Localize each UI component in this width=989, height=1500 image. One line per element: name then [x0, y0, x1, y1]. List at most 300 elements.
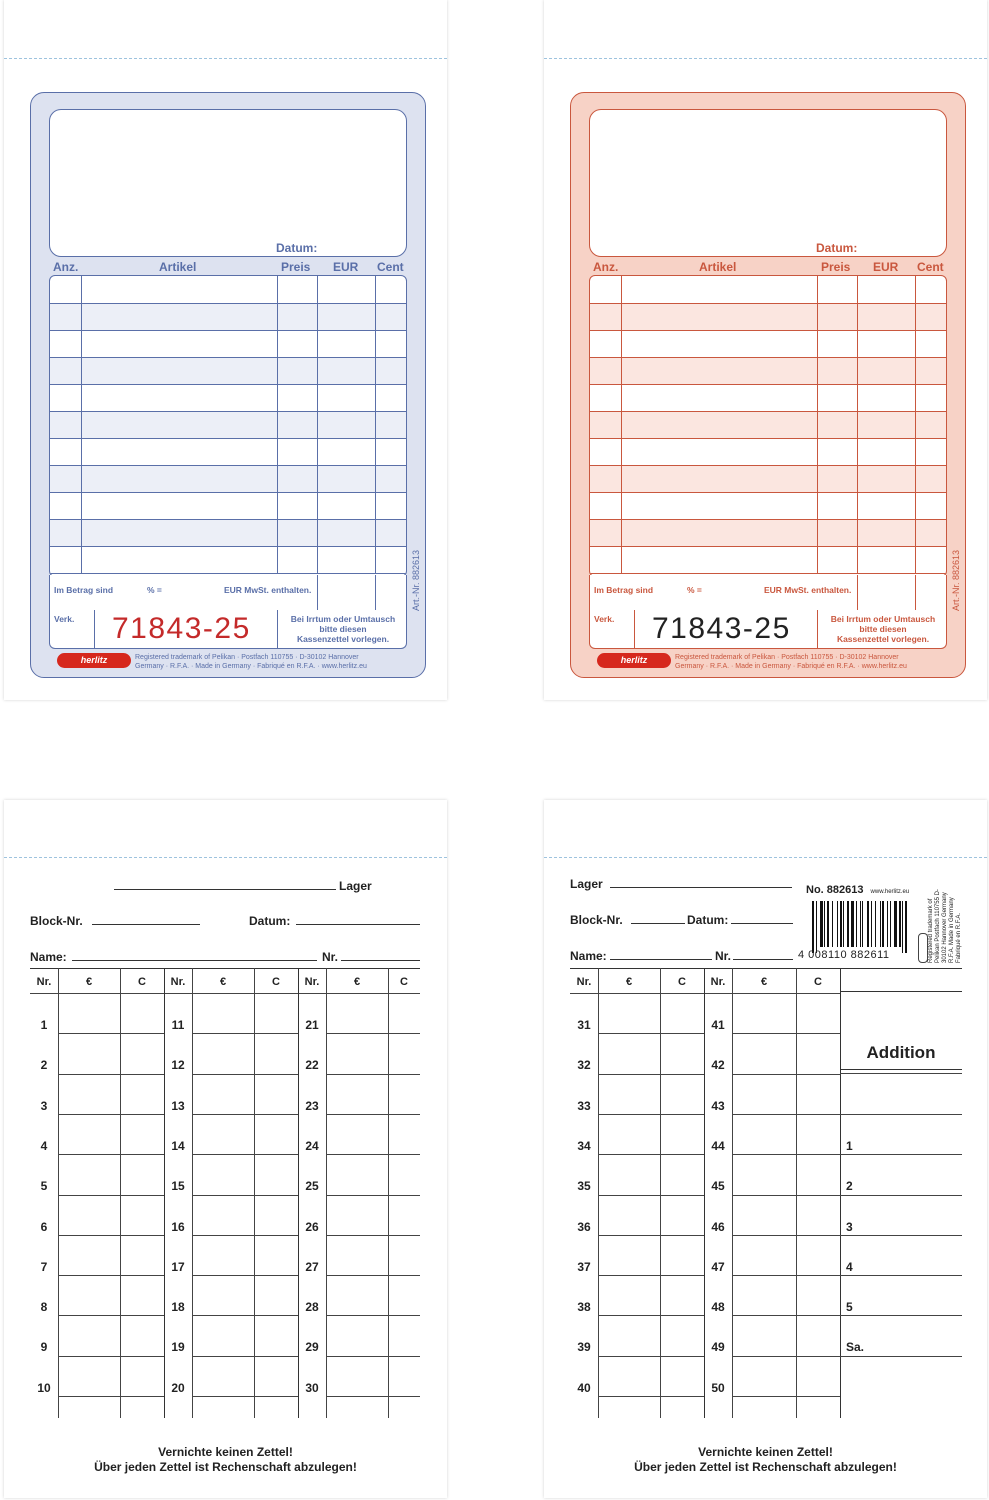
row-line	[58, 1275, 164, 1276]
column-line	[326, 968, 327, 1418]
row-number: 50	[711, 1380, 725, 1395]
receipt-card-orange	[570, 92, 966, 678]
column-header: Artikel	[159, 260, 197, 274]
footer-line-2: Über jeden Zettel ist Rechenschaft abzulegen!	[634, 1460, 897, 1474]
column-line	[192, 968, 193, 1418]
addition-row-label: 3	[846, 1219, 853, 1234]
nr-label: Nr.	[322, 950, 339, 964]
row-line	[58, 1154, 164, 1155]
row-line	[58, 1356, 164, 1357]
column-header: EUR	[873, 260, 899, 274]
name-label: Name:	[30, 950, 67, 964]
column-line	[598, 968, 599, 1418]
row-number: 43	[711, 1098, 725, 1113]
col-header-nr: Nr.	[170, 976, 186, 988]
barcode-bar	[843, 901, 844, 947]
column-line	[915, 276, 916, 573]
footer-line-1: Vernichte keinen Zettel!	[158, 1445, 293, 1459]
row-number: 11	[171, 1018, 185, 1032]
row-number: 36	[577, 1219, 591, 1234]
block-nr-line	[631, 923, 685, 924]
grid-top-line	[570, 968, 962, 969]
barcode-bar	[867, 901, 869, 947]
tally-grid-addition	[570, 968, 962, 1430]
column-line	[817, 276, 818, 573]
row-number: 24	[305, 1138, 319, 1153]
datum-label: Datum:	[249, 914, 291, 928]
barcode-bar	[862, 901, 863, 947]
datum-label: Datum:	[687, 913, 729, 927]
row-line	[732, 1154, 840, 1155]
date-label: Datum:	[816, 241, 858, 255]
row-number: 32	[577, 1058, 591, 1073]
row-tint	[50, 520, 406, 547]
row-tint	[590, 358, 946, 385]
row-number: 34	[577, 1138, 591, 1153]
row-tint	[50, 304, 406, 331]
footer-line-2: Über jeden Zettel ist Rechenschaft abzulegen!	[94, 1460, 357, 1474]
row-number: 21	[305, 1018, 319, 1032]
seller-label: Verk.	[54, 614, 75, 624]
row-number: 9	[40, 1340, 48, 1355]
addition-row-label: 1	[846, 1138, 853, 1153]
barcode	[798, 899, 910, 963]
column-header: Preis	[281, 260, 311, 274]
column-line	[81, 276, 82, 573]
grid-header-line	[30, 993, 420, 994]
barcode-bar	[871, 901, 872, 947]
column-line	[732, 968, 733, 1418]
barcode-bar	[840, 901, 842, 947]
column-line	[120, 968, 121, 1418]
row-line	[590, 357, 946, 358]
row-line	[590, 411, 946, 412]
row-line	[326, 1396, 420, 1397]
row-number: 47	[711, 1259, 725, 1274]
column-line	[796, 968, 797, 1418]
notice-line: bitte diesen	[859, 624, 907, 634]
row-number: 29	[305, 1340, 319, 1355]
row-number: 48	[711, 1300, 725, 1315]
barcode-bar	[827, 901, 829, 947]
addition-title-line	[840, 1073, 962, 1074]
tally-grid	[30, 968, 420, 1430]
side-legal-text: Registered trademark of Pelikan Postfach 110755 D-30102 Hannover Germany R.F.A. Made in Germany Fabriqué en R.F.A.	[928, 889, 962, 963]
barcode-bar	[880, 901, 881, 947]
row-tint	[590, 466, 946, 493]
row-number: 3	[40, 1098, 48, 1113]
col-header-cent: C	[814, 976, 822, 988]
lager-label: Lager	[570, 877, 603, 891]
col-header-nr: Nr.	[36, 976, 52, 988]
row-line	[590, 492, 946, 493]
row-line	[732, 1114, 840, 1115]
row-line	[50, 573, 406, 574]
column-header: Anz.	[593, 260, 619, 274]
row-line	[192, 1315, 298, 1316]
addition-row-line	[840, 1114, 962, 1115]
tax-text-2: % =	[147, 585, 162, 595]
row-line	[58, 1114, 164, 1115]
col-header-euro: €	[760, 976, 768, 988]
addition-title-line	[840, 1069, 962, 1070]
row-tint	[590, 412, 946, 439]
row-line	[192, 1396, 298, 1397]
row-line	[326, 1154, 420, 1155]
barcode-bar	[882, 901, 884, 947]
column-header: Artikel	[699, 260, 737, 274]
row-line	[50, 465, 406, 466]
row-line	[326, 1033, 420, 1034]
row-line	[50, 546, 406, 547]
column-line	[388, 968, 389, 1418]
row-number: 1	[40, 1018, 48, 1032]
article-number-text: No. 882613	[806, 884, 864, 896]
row-line	[192, 1235, 298, 1236]
col-header-cent: C	[272, 976, 280, 988]
row-line	[50, 438, 406, 439]
row-line	[58, 1235, 164, 1236]
col-header-euro: €	[219, 976, 227, 988]
row-number: 28	[305, 1300, 319, 1315]
column-line	[375, 276, 376, 573]
herlitz-logo: herlitz	[57, 653, 131, 668]
column-header: Cent	[917, 260, 944, 274]
addition-row-line	[840, 1315, 962, 1316]
row-line	[732, 1275, 840, 1276]
row-line	[326, 1074, 420, 1075]
grid-header-line	[570, 993, 840, 994]
row-number: 33	[577, 1098, 591, 1113]
legal-line: Registered trademark of Pelikan · Postfach 110755 · D-30102 Hannover	[675, 654, 899, 661]
web-text: www.herlitz.eu	[870, 889, 910, 895]
legal-line: Registered trademark of Pelikan · Postfach 110755 · D-30102 Hannover	[135, 654, 359, 661]
row-line	[50, 411, 406, 412]
addition-row-label: 2	[846, 1179, 853, 1194]
row-line	[590, 546, 946, 547]
exchange-notice	[279, 614, 407, 644]
column-line	[94, 610, 95, 648]
footer-note	[544, 1445, 987, 1475]
nr-line	[341, 960, 420, 961]
column-header: EUR	[333, 260, 359, 274]
row-line	[192, 1195, 298, 1196]
row-line	[58, 1315, 164, 1316]
barcode-bar	[837, 901, 838, 947]
row-number: 46	[711, 1219, 725, 1234]
addition-row-line	[840, 1195, 962, 1196]
col-header-nr: Nr.	[304, 976, 320, 988]
receipt-number: 71843-25	[652, 612, 791, 645]
column-line	[857, 575, 858, 610]
addition-top-line	[840, 991, 962, 992]
row-tint	[590, 304, 946, 331]
barcode-bar	[890, 901, 891, 947]
block-nr-label: Block-Nr.	[570, 913, 623, 927]
row-number: 45	[711, 1179, 725, 1194]
col-header-euro: €	[625, 976, 633, 988]
column-line	[915, 575, 916, 610]
herlitz-logo: herlitz	[597, 653, 671, 668]
row-number: 19	[171, 1340, 185, 1355]
article-number	[806, 884, 909, 896]
row-line	[326, 1356, 420, 1357]
row-line	[598, 1195, 704, 1196]
row-line	[590, 519, 946, 520]
row-number: 20	[171, 1380, 185, 1395]
name-line	[72, 960, 317, 961]
row-line	[598, 1275, 704, 1276]
row-line	[50, 357, 406, 358]
column-line	[857, 276, 858, 573]
addition-row-line	[840, 1235, 962, 1236]
items-table	[49, 275, 407, 577]
row-line	[732, 1356, 840, 1357]
grid-top-line	[30, 968, 420, 969]
lager-label: Lager	[339, 879, 372, 893]
tax-text-2: % =	[687, 585, 702, 595]
tax-text-1: Im Betrag sind	[54, 585, 114, 595]
row-line	[58, 1033, 164, 1034]
column-line	[277, 610, 278, 648]
seller-label: Verk.	[594, 614, 615, 624]
row-number: 13	[171, 1098, 185, 1113]
article-number-vertical: Art.-Nr. 882613	[411, 549, 421, 611]
row-line	[598, 1315, 704, 1316]
barcode-bar	[812, 901, 814, 953]
column-line	[660, 968, 661, 1418]
row-line	[598, 1396, 704, 1397]
barcode-bar	[902, 901, 903, 953]
row-number: 5	[40, 1179, 48, 1194]
row-number: 15	[171, 1179, 185, 1194]
tax-text-3: EUR MwSt. enthalten.	[224, 585, 312, 595]
row-number: 4	[40, 1138, 48, 1153]
row-number: 14	[171, 1138, 185, 1153]
receipt-sheet-blue	[4, 0, 447, 700]
row-tint	[50, 466, 406, 493]
row-line	[590, 438, 946, 439]
items-table	[589, 275, 947, 577]
row-line	[732, 1396, 840, 1397]
row-line	[326, 1235, 420, 1236]
col-header-cent: C	[678, 976, 686, 988]
receipt-sheet-orange	[544, 0, 987, 700]
addition-title: Addition	[866, 1043, 936, 1062]
tax-row	[589, 575, 947, 611]
row-number: 39	[577, 1340, 591, 1355]
row-number: 26	[305, 1219, 319, 1234]
header-box	[589, 109, 947, 257]
barcode-bar	[820, 901, 823, 947]
name-line	[610, 959, 712, 960]
notice-line: Kassenzettel vorlegen.	[836, 634, 930, 644]
row-tint	[50, 412, 406, 439]
row-line	[732, 1074, 840, 1075]
addition-divider	[840, 968, 841, 1418]
datum-line	[731, 923, 793, 924]
row-line	[732, 1235, 840, 1236]
barcode-bars	[812, 901, 908, 953]
herlitz-mini-logo	[918, 933, 928, 963]
row-line	[598, 1154, 704, 1155]
footer-line-1: Vernichte keinen Zettel!	[698, 1445, 833, 1459]
tax-text-3: EUR MwSt. enthalten.	[764, 585, 852, 595]
barcode-bar	[832, 901, 833, 947]
row-line	[50, 384, 406, 385]
row-line	[192, 1114, 298, 1115]
row-number: 44	[711, 1138, 725, 1153]
header-box	[49, 109, 407, 257]
column-header: Anz.	[53, 260, 79, 274]
notice-line: bitte diesen	[319, 624, 367, 634]
row-line	[590, 330, 946, 331]
addition-row-line	[840, 1275, 962, 1276]
col-header-euro: €	[85, 976, 93, 988]
row-number: 2	[40, 1058, 48, 1073]
row-number: 49	[711, 1340, 725, 1355]
row-number: 35	[577, 1179, 591, 1194]
row-number: 7	[40, 1259, 48, 1274]
row-number: 12	[171, 1058, 185, 1073]
receipt-card-blue	[30, 92, 426, 678]
row-number: 30	[305, 1380, 319, 1395]
row-line	[58, 1074, 164, 1075]
datum-line	[296, 924, 420, 925]
row-number: 17	[171, 1259, 185, 1274]
barcode-bar	[860, 901, 861, 947]
column-line	[317, 276, 318, 573]
column-line	[277, 276, 278, 573]
row-number: 23	[305, 1098, 319, 1113]
row-tint	[590, 520, 946, 547]
barcode-bar	[816, 901, 817, 953]
row-line	[732, 1315, 840, 1316]
column-line	[58, 968, 59, 1418]
addition-row-line	[840, 1356, 962, 1357]
column-header: Preis	[821, 260, 851, 274]
addition-row-line	[840, 1154, 962, 1155]
row-line	[192, 1154, 298, 1155]
row-number: 8	[40, 1300, 48, 1315]
row-line	[192, 1275, 298, 1276]
tax-text-1: Im Betrag sind	[594, 585, 654, 595]
barcode-bar	[875, 901, 876, 947]
notice-line: Bei Irrtum oder Umtausch	[830, 614, 936, 624]
barcode-digits: 4 008110 882611	[798, 949, 890, 961]
legal-text	[135, 653, 367, 671]
row-line	[598, 1033, 704, 1034]
name-label: Name:	[570, 949, 607, 963]
row-line	[326, 1275, 420, 1276]
perforation-line	[4, 857, 447, 858]
legal-line: Germany · R.F.A. · Made in Germany · Fabriqué en R.F.A. · www.herlitz.eu	[135, 663, 367, 670]
footer-note	[4, 1445, 447, 1475]
lager-line	[610, 887, 792, 888]
row-line	[590, 384, 946, 385]
addition-row-label: 4	[846, 1259, 853, 1274]
row-line	[58, 1396, 164, 1397]
block-nr-label: Block-Nr.	[30, 914, 83, 928]
addition-row-label: Sa.	[846, 1340, 865, 1355]
col-header-euro: €	[353, 976, 361, 988]
row-number: 22	[305, 1058, 319, 1073]
row-line	[50, 303, 406, 304]
row-number: 18	[171, 1300, 185, 1315]
perforation-line	[544, 857, 987, 858]
col-header-nr: Nr.	[576, 976, 592, 988]
article-number-vertical: Art.-Nr. 882613	[951, 549, 961, 611]
row-line	[732, 1195, 840, 1196]
row-number: 31	[577, 1018, 591, 1032]
row-number: 10	[37, 1380, 51, 1395]
column-line	[634, 610, 635, 648]
back-sheet-right	[544, 800, 987, 1498]
back-sheet-left	[4, 800, 447, 1498]
row-line	[326, 1195, 420, 1196]
row-line	[598, 1114, 704, 1115]
notice-line: Kassenzettel vorlegen.	[296, 634, 390, 644]
row-number: 40	[577, 1380, 591, 1395]
row-number: 16	[171, 1219, 185, 1234]
date-label: Datum:	[276, 241, 318, 255]
row-line	[50, 330, 406, 331]
row-line	[598, 1356, 704, 1357]
row-line	[590, 303, 946, 304]
row-number: 42	[711, 1058, 725, 1073]
column-line	[375, 575, 376, 610]
column-line	[621, 276, 622, 573]
row-number: 38	[577, 1300, 591, 1315]
row-number: 25	[305, 1179, 319, 1194]
row-line	[326, 1315, 420, 1316]
row-line	[598, 1074, 704, 1075]
column-line	[317, 575, 318, 610]
row-line	[50, 492, 406, 493]
exchange-notice	[819, 614, 947, 644]
barcode-bar	[899, 901, 901, 947]
notice-line: Bei Irrtum oder Umtausch	[290, 614, 396, 624]
column-header: Cent	[377, 260, 404, 274]
row-number: 37	[577, 1259, 591, 1274]
row-line	[590, 465, 946, 466]
block-nr-line	[92, 924, 200, 925]
row-number: 41	[711, 1018, 725, 1032]
row-line	[58, 1195, 164, 1196]
nr-line	[733, 959, 793, 960]
tax-row	[49, 575, 407, 611]
barcode-bar	[847, 901, 849, 947]
row-number: 27	[305, 1259, 319, 1274]
number-row	[589, 610, 947, 649]
row-line	[192, 1074, 298, 1075]
number-row	[49, 610, 407, 649]
row-line	[192, 1356, 298, 1357]
barcode-bar	[851, 901, 854, 947]
addition-row-label: 5	[846, 1300, 853, 1315]
lager-line	[114, 889, 336, 890]
perforation-line	[4, 58, 447, 59]
row-line	[192, 1033, 298, 1034]
barcode-bar	[905, 901, 907, 953]
row-line	[732, 1033, 840, 1034]
column-line	[254, 968, 255, 1418]
nr-label: Nr.	[715, 949, 732, 963]
barcode-bar	[894, 901, 897, 947]
perforation-line	[544, 58, 987, 59]
col-header-cent: C	[400, 976, 408, 988]
row-line	[326, 1114, 420, 1115]
